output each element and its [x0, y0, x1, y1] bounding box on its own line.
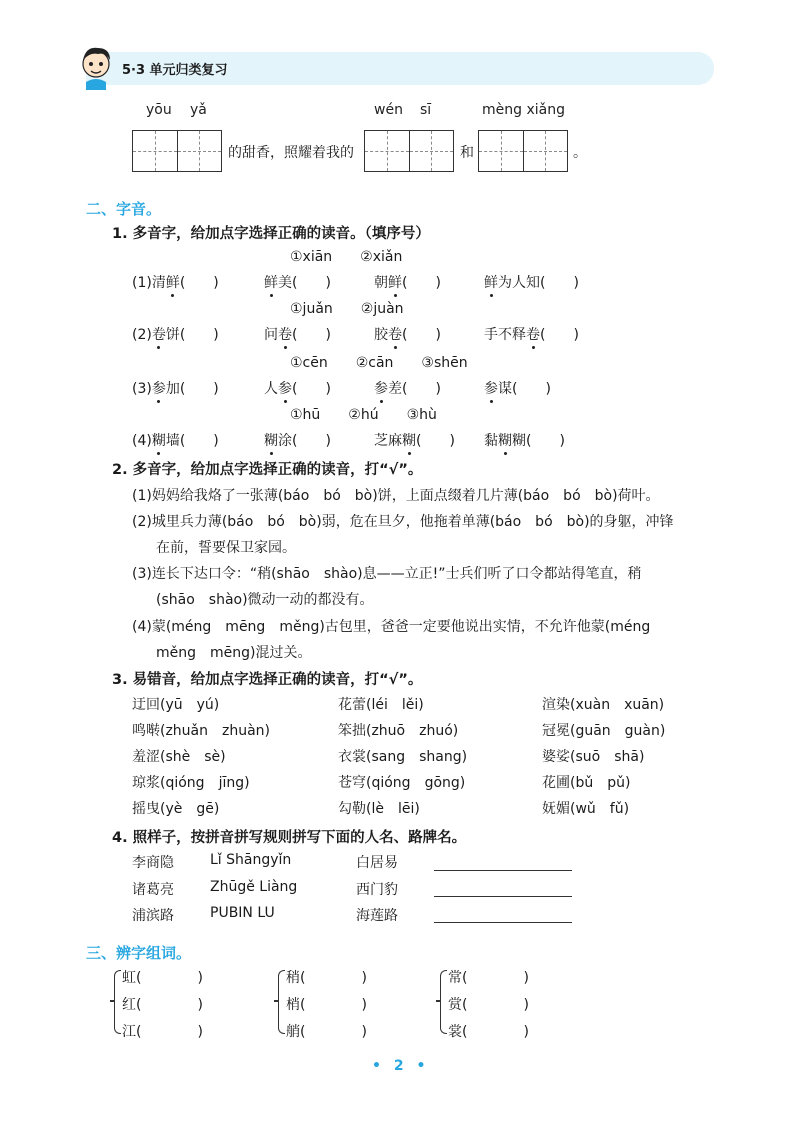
- brace-tip: [436, 1000, 440, 1002]
- q2-line: měng mēng)混过关。: [156, 645, 312, 661]
- q1-row-1b: 鲜美( ): [264, 272, 331, 292]
- q2-line: (3)连长下达口令：“稍(shāo shào)息——立正!”士兵们听了口令都站得笔直，稍: [132, 566, 642, 582]
- q3-item[interactable]: 迂回(yū yú): [132, 697, 220, 713]
- writing-grid[interactable]: [132, 130, 222, 172]
- q1-row-3d: 参谋( ): [484, 378, 551, 398]
- name-label: 西门豹: [356, 882, 398, 898]
- q2-line: (shāo shào)微动一动的都没有。: [156, 592, 374, 608]
- q3-item[interactable]: 勾勒(lè lēi): [338, 801, 420, 817]
- q3-item[interactable]: 妩媚(wǔ fǔ): [542, 801, 630, 817]
- q1-row-2: (2)卷饼( ): [132, 324, 219, 344]
- q2-line: (2)城里兵力薄(báo bó bò)弱，危在旦夕，他拖着单薄(báo bó bò)的身躯，冲锋: [132, 514, 674, 530]
- pinyin-label: yōu: [146, 102, 172, 118]
- brace: [278, 970, 285, 1034]
- question-title: 4. 照样子，按拼音拼写规则拼写下面的人名、路牌名。: [112, 830, 467, 846]
- q3-item[interactable]: 摇曳(yè gē): [132, 801, 220, 817]
- q2-line: (4)蒙(méng mēng měng)古包里，爸爸一定要他说出实情，不允许他蒙(méng: [132, 619, 651, 635]
- q1-row-4b: 糊涂( ): [264, 430, 331, 450]
- pinyin-label: sī: [420, 102, 432, 118]
- q3-item[interactable]: 鸣啭(zhuǎn zhuàn): [132, 723, 271, 739]
- q3-item[interactable]: 渲染(xuàn xuān): [542, 697, 665, 713]
- q1-row-4d: 黏糊糊( ): [484, 430, 565, 450]
- answer-line[interactable]: [434, 870, 572, 871]
- question-title: 2. 多音字，给加点字选择正确的读音，打“√”。: [112, 462, 423, 478]
- q2-line: (1)妈妈给我烙了一张薄(báo bó bò)饼，上面点缀着几片薄(báo bó bò)荷叶。: [132, 488, 660, 504]
- question-title: 1. 多音字，给加点字选择正确的读音。（填序号）: [112, 226, 430, 242]
- options: ①cēn ②cān ③shēn: [290, 355, 468, 371]
- q3-item[interactable]: 冠冕(guān guàn): [542, 723, 666, 739]
- question-title: 3. 易错音，给加点字选择正确的读音，打“√”。: [112, 672, 423, 688]
- q1-row-1: (1)清鲜( ): [132, 272, 219, 292]
- q3-item[interactable]: 苍穹(qióng gōng): [338, 775, 466, 791]
- pinyin-example: Lǐ Shāngyǐn: [210, 852, 292, 868]
- fill-text: 。: [573, 145, 587, 161]
- q1-row-2c: 胶卷( ): [374, 324, 441, 344]
- q3-item[interactable]: 花蕾(léi lěi): [338, 697, 424, 713]
- word-entry[interactable]: 赏( ): [448, 997, 529, 1013]
- word-entry[interactable]: 红( ): [122, 997, 203, 1013]
- q1-row-2b: 问卷( ): [264, 324, 331, 344]
- name-label: 白居易: [356, 855, 398, 871]
- answer-line[interactable]: [434, 896, 572, 897]
- q1-row-1d: 鲜为人知( ): [484, 272, 579, 292]
- q3-item[interactable]: 婆娑(suō shā): [542, 749, 645, 765]
- q3-item[interactable]: 羞涩(shè sè): [132, 749, 226, 765]
- q1-row-3b: 人参( ): [264, 378, 331, 398]
- answer-line[interactable]: [434, 922, 572, 923]
- section-title: 二、字音。: [86, 200, 162, 218]
- writing-grid[interactable]: [364, 130, 454, 172]
- pinyin-label: mèng xiǎng: [482, 102, 565, 118]
- word-entry[interactable]: 江( ): [122, 1024, 203, 1040]
- name-label: 诸葛亮: [132, 882, 174, 898]
- fill-text: 的甜香，照耀着我的: [228, 145, 354, 161]
- brace-tip: [110, 1000, 114, 1002]
- brace: [114, 970, 121, 1034]
- section-title: 三、辨字组词。: [86, 944, 192, 962]
- word-entry[interactable]: 裳( ): [448, 1024, 529, 1040]
- name-label: 浦滨路: [132, 908, 174, 924]
- pinyin-example: Zhūgě Liàng: [210, 879, 298, 895]
- q3-item[interactable]: 笨拙(zhuō zhuó): [338, 723, 459, 739]
- word-entry[interactable]: 虹( ): [122, 970, 203, 986]
- q1-row-3: (3)参加( ): [132, 378, 219, 398]
- name-label: 海莲路: [356, 908, 398, 924]
- word-entry[interactable]: 梢( ): [286, 997, 367, 1013]
- q1-row-4: (4)糊墙( ): [132, 430, 219, 450]
- fill-text: 和: [460, 145, 474, 161]
- writing-grid[interactable]: [478, 130, 568, 172]
- brace-tip: [274, 1000, 278, 1002]
- q3-item[interactable]: 琼浆(qióng jīng): [132, 775, 250, 791]
- page-title: 5·3 单元归类复习: [122, 63, 228, 78]
- pinyin-label: wén: [374, 102, 403, 118]
- word-entry[interactable]: 稍( ): [286, 970, 367, 986]
- pinyin-label: yǎ: [190, 102, 207, 118]
- q1-row-4c: 芝麻糊( ): [374, 430, 455, 450]
- mascot-icon: [76, 42, 116, 90]
- q3-item[interactable]: 衣裳(sang shang): [338, 749, 468, 765]
- q2-line: 在前，誓要保卫家园。: [156, 540, 296, 556]
- word-entry[interactable]: 常( ): [448, 970, 529, 986]
- word-entry[interactable]: 艄( ): [286, 1024, 367, 1040]
- q1-row-3c: 参差( ): [374, 378, 441, 398]
- name-label: 李商隐: [132, 855, 174, 871]
- brace: [440, 970, 447, 1034]
- pinyin-example: PUBIN LU: [210, 905, 275, 921]
- q1-row-1c: 朝鲜( ): [374, 272, 441, 292]
- q1-row-2d: 手不释卷( ): [484, 324, 579, 344]
- options: ①juǎn ②juàn: [290, 301, 404, 317]
- page-number: • 2 •: [372, 1058, 430, 1074]
- q3-item[interactable]: 花圃(bǔ pǔ): [542, 775, 631, 791]
- options: ①hū ②hú ③hù: [290, 407, 437, 423]
- options: ①xiān ②xiǎn: [290, 249, 403, 265]
